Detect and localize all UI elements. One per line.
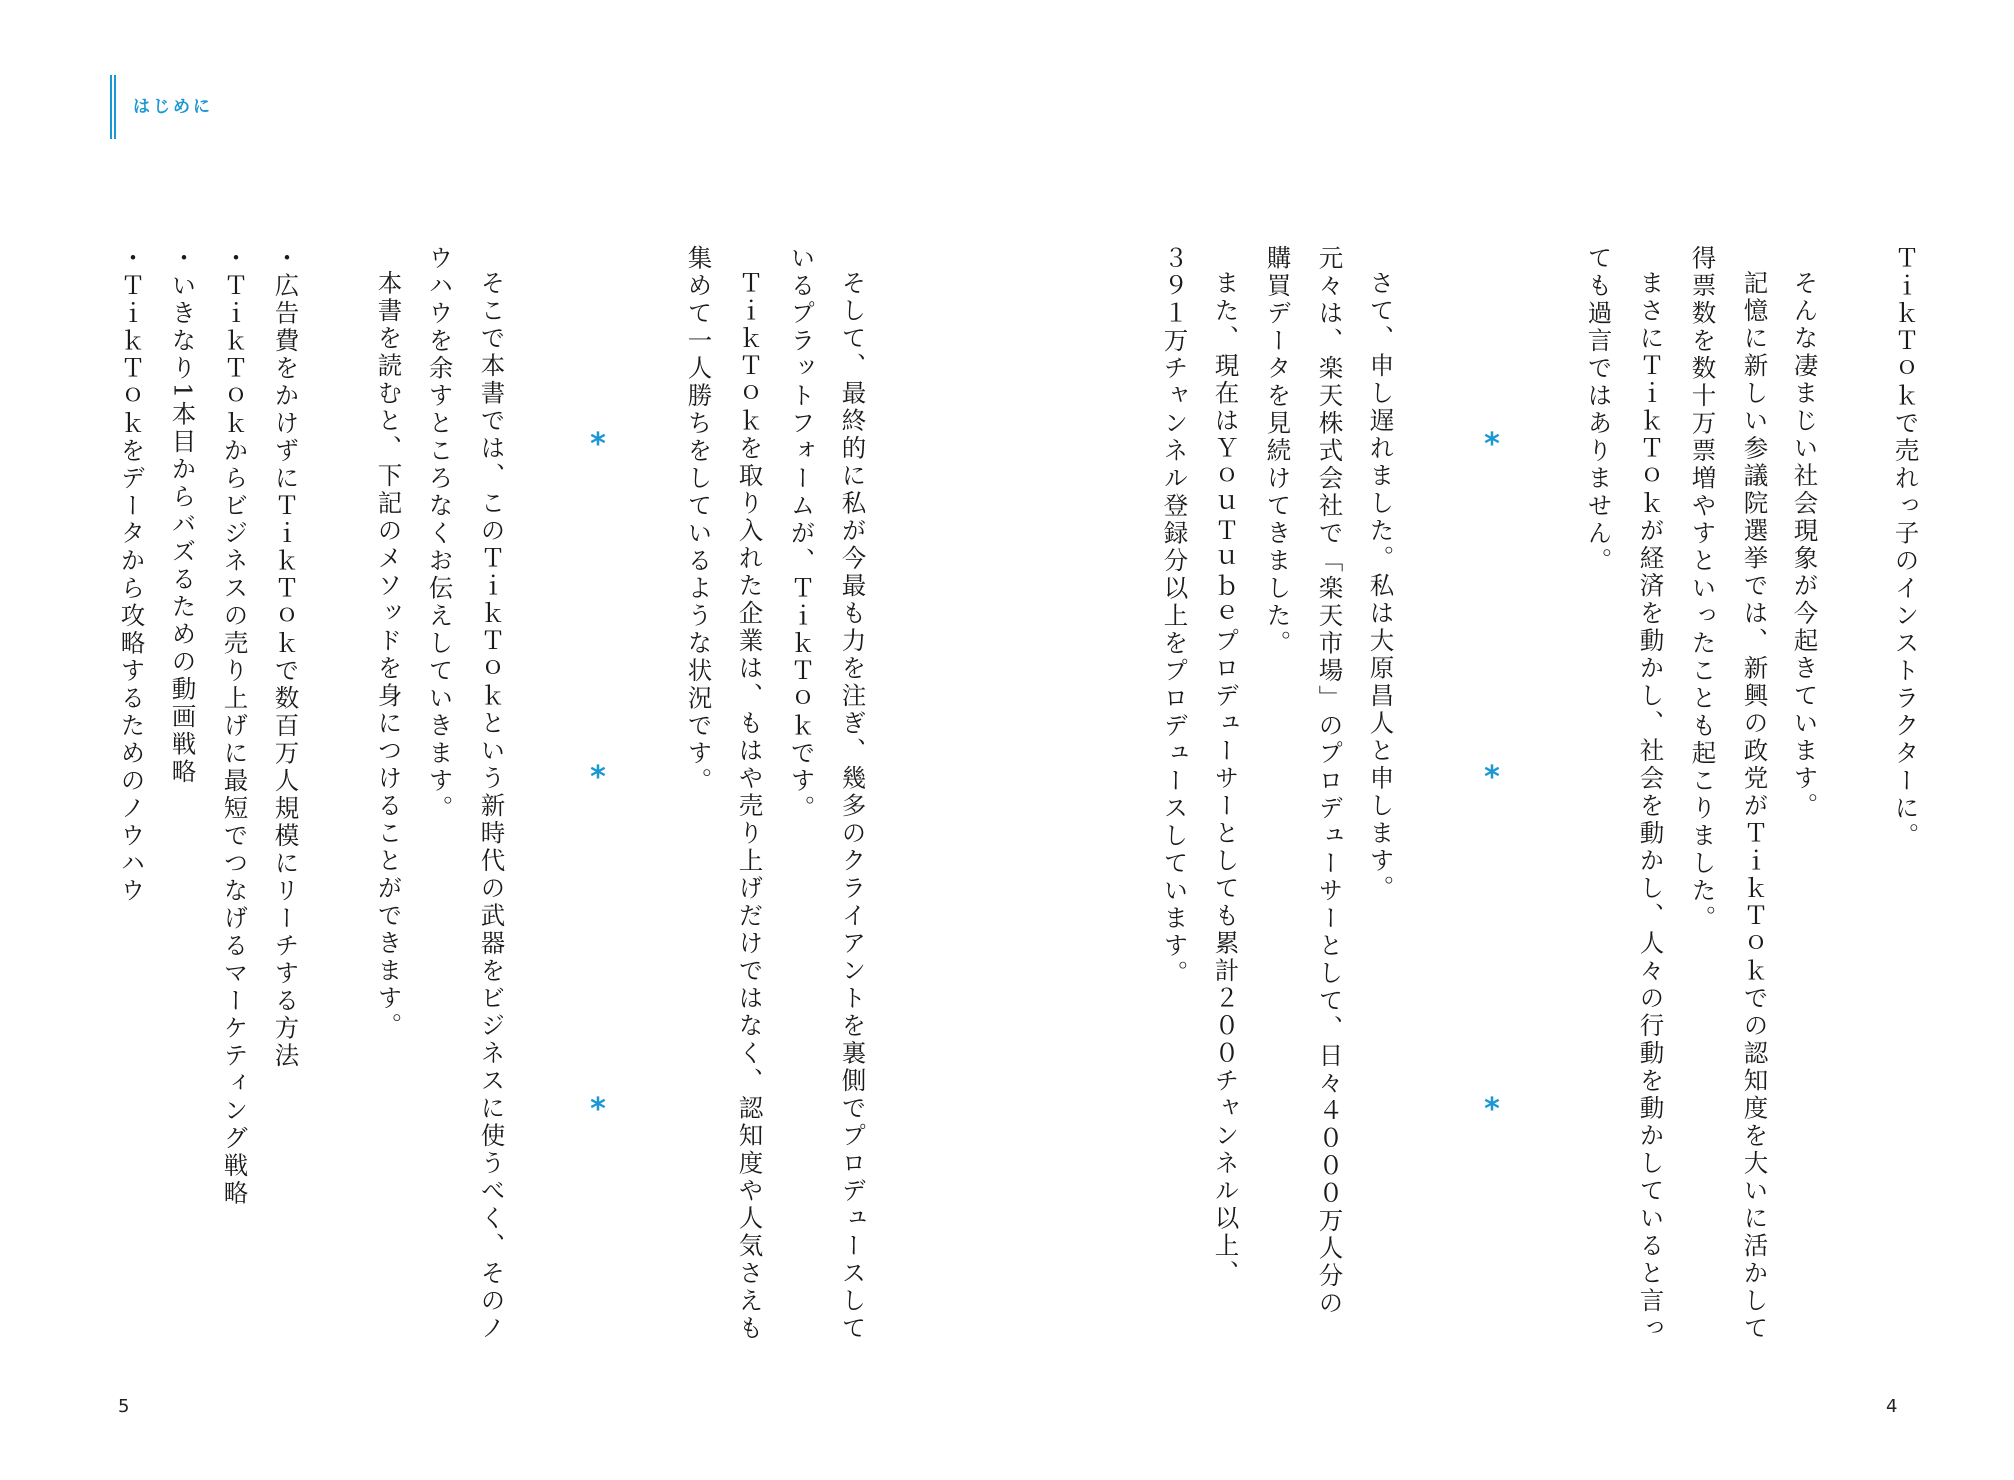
body-line: ３９１万チャンネル登録分以上をプロデュースしています。 — [1160, 245, 1190, 988]
body-line: ＴｉｋＴｏｋで売れっ子のインストラクターに。 — [1891, 245, 1921, 850]
bullet-item: ・ＴｉｋＴｏｋからビジネスの売り上げに最短でつなげるマーケティング戦略 — [220, 245, 250, 1208]
body-line: 記憶に新しい参議院選挙では、新興の政党がＴｉｋＴｏｋでの認知度を大いに活かして — [1740, 270, 1770, 1343]
body-line: そして、最終的に私が今最も力を注ぎ、幾多のクライアントを裏側でプロデュースして — [838, 270, 868, 1343]
page-number: 5 — [118, 1396, 130, 1417]
body-line: まさにＴｉｋＴｏｋが経済を動かし、社会を動かし、人々の行動を動かしていると言っ — [1636, 270, 1666, 1343]
body-line: そんな凄まじい社会現象が今起きています。 — [1790, 270, 1820, 820]
body-line: 購買データを見続けてきました。 — [1263, 245, 1293, 658]
section-separator-icon: * — [1484, 427, 1500, 462]
body-line: 元々は、楽天株式会社で「楽天市場」のプロデューサーとして、日々４０００万人分の — [1315, 245, 1345, 1318]
body-line: ても過言ではありません。 — [1584, 245, 1614, 575]
section-separator-icon: * — [590, 427, 606, 462]
body-line: 集めて一人勝ちをしているような状況です。 — [684, 245, 714, 795]
bullet-item: ・いきなり1本目からバズるための動画戦略 — [168, 245, 198, 787]
body-line: 得票数を数十万票増やすといったことも起こりました。 — [1688, 245, 1718, 933]
body-line: 本書を読むと、下記のメソッドを身につけることができます。 — [374, 270, 404, 1040]
body-line: ウハウを余すところなくお伝えしていきます。 — [425, 245, 455, 823]
body-line: また、現在はＹｏｕＴｕｂｅプロデューサーとしても累計２００チャンネル以上、 — [1211, 270, 1241, 1288]
page-number: 4 — [1886, 1396, 1898, 1417]
section-separator-icon: * — [1484, 760, 1500, 795]
body-line: ＴｉｋＴｏｋを取り入れた企業は、もはや売り上げだけではなく、認知度や人気さえも — [735, 270, 765, 1343]
body-line: そこで本書では、このＴｉｋＴｏｋという新時代の武器をビジネスに使うべく、そのノ — [477, 270, 507, 1343]
bullet-item: ・広告費をかけずにＴｉｋＴｏｋで数百万人規模にリーチする方法 — [271, 245, 301, 1070]
chapter-header-bar — [110, 75, 116, 139]
body-line: さて、申し遅れました。私は大原昌人と申します。 — [1366, 270, 1396, 903]
section-separator-icon: * — [590, 1092, 606, 1127]
bullet-item: ・ＴｉｋＴｏｋをデータから攻略するためのノウハウ — [117, 245, 147, 905]
body-line: いるプラットフォームが、ＴｉｋＴｏｋです。 — [787, 245, 817, 823]
section-separator-icon: * — [590, 760, 606, 795]
section-separator-icon: * — [1484, 1092, 1500, 1127]
chapter-title: はじめに — [133, 97, 213, 117]
